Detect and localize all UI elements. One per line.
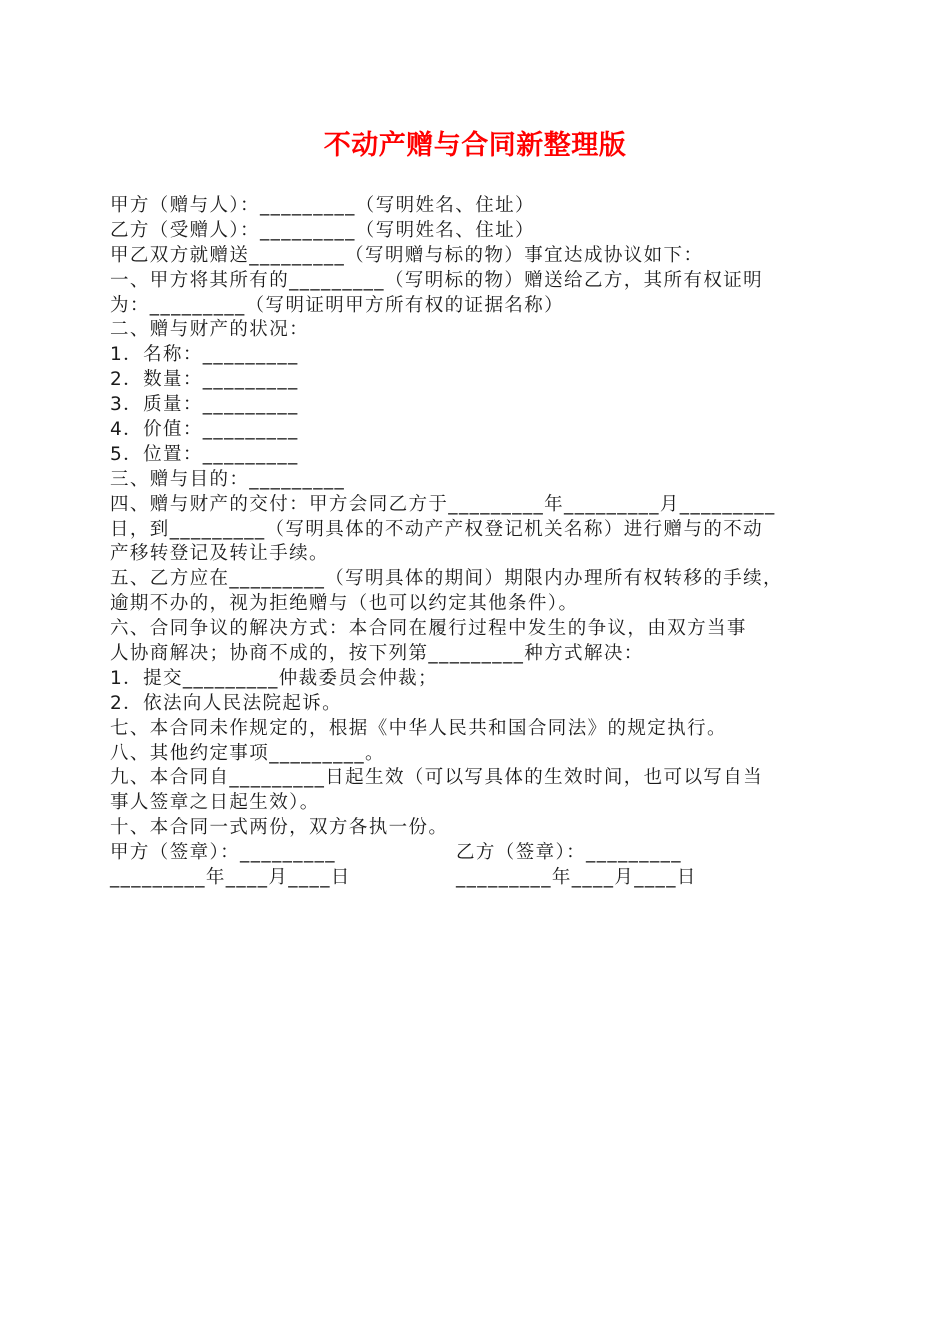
clause-4-line-3: 产移转登记及转让手续。 (110, 543, 329, 565)
clause-5-line-1: 五、乙方应在_________（写明具体的期间）期限内办理所有权转移的手续， (110, 568, 783, 590)
clause-5-line-2: 逾期不办的，视为拒绝赠与（也可以约定其他条件）。 (110, 593, 579, 615)
dispute-option-2: 2．依法向人民法院起诉。 (110, 692, 343, 714)
property-quantity-line: 2．数量：_________ (110, 369, 299, 391)
clause-4-line-1: 四、赠与财产的交付：甲方会同乙方于_________年_________月_________ (110, 493, 776, 515)
clause-10-line: 十、本合同一式两份，双方各执一份。 (110, 817, 449, 839)
property-value-line: 4．价值：_________ (110, 419, 299, 441)
party-b-line: 乙方（受赠人）：_________（写明姓名、住址） (110, 219, 535, 241)
property-location-line: 5．位置：_________ (110, 443, 299, 465)
party-a-signature: 甲方（签章）：_________ (110, 842, 336, 864)
party-b-date: _________年____月____日 (456, 867, 697, 889)
signature-row (110, 841, 845, 866)
clause-9-line-1: 九、本合同自_________日起生效（可以写具体的生效时间，也可以写自当 (110, 767, 764, 789)
property-quality-line: 3．质量：_________ (110, 394, 299, 416)
clause-7-line: 七、本合同未作规定的，根据《中华人民共和国合同法》的规定执行。 (110, 717, 727, 739)
signature-date-row (110, 866, 845, 891)
clause-6-line-2: 人协商解决；协商不成的，按下列第_________种方式解决： (110, 643, 644, 665)
clause-1-line-1: 一、甲方将其所有的_________（写明标的物）赠送给乙方，其所有权证明 (110, 269, 764, 291)
clause-3-line: 三、赠与目的：_________ (110, 468, 346, 490)
clause-1-line-2: 为：_________（写明证明甲方所有权的证据名称） (110, 294, 565, 316)
agreement-intro: 甲乙双方就赠送_________（写明赠与标的物）事宜达成协议如下： (110, 244, 704, 266)
party-a-line: 甲方（赠与人）：_________（写明姓名、住址） (110, 195, 535, 216)
clause-8-line: 八、其他约定事项_________。 (110, 742, 385, 764)
clause-4-line-2: 日，到_________（写明具体的不动产产权登记机关名称）进行赠与的不动 (110, 518, 764, 540)
dispute-option-1: 1．提交_________仲裁委员会仲裁； (110, 667, 438, 689)
document-title: 不动产赠与合同新整理版 (323, 130, 627, 161)
property-name-line: 1．名称：_________ (110, 344, 299, 366)
party-b-signature: 乙方（签章）：_________ (456, 842, 682, 864)
party-a-date: _________年____月____日 (110, 867, 351, 889)
clause-9-line-2: 事人签章之日起生效）。 (110, 792, 320, 814)
clause-6-line-1: 六、合同争议的解决方式：本合同在履行过程中发生的争议，由双方当事 (110, 618, 747, 640)
contract-body (110, 194, 845, 891)
clause-2-heading: 二、赠与财产的状况： (110, 319, 310, 341)
